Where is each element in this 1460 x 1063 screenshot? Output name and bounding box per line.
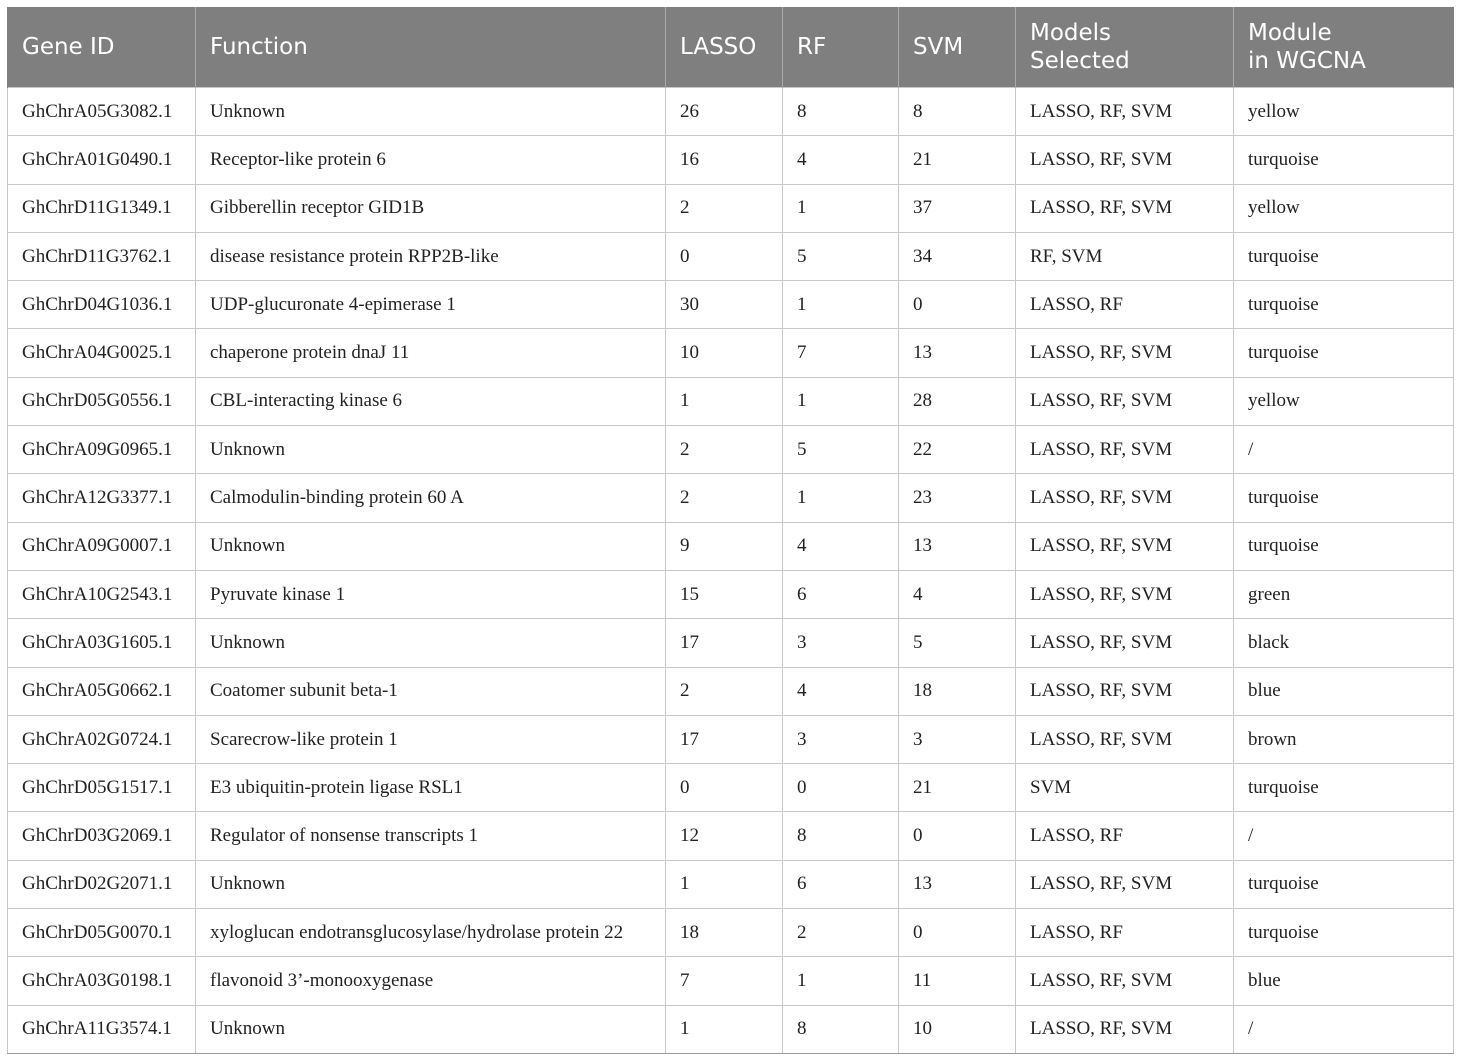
cell-rf: 3 (783, 715, 899, 763)
cell-lasso: 26 (666, 88, 783, 136)
cell-module: turquoise (1234, 909, 1454, 957)
cell-module: turquoise (1234, 764, 1454, 812)
cell-models-selected: RF, SVM (1016, 232, 1234, 280)
cell-function: xyloglucan endotransglucosylase/hydrolase protein 22 (196, 909, 666, 957)
header-module-wgcna (1234, 7, 1454, 88)
cell-gene-id: GhChrA05G0662.1 (8, 667, 196, 715)
cell-rf: 1 (783, 281, 899, 329)
cell-models-selected: LASSO, RF, SVM (1016, 377, 1234, 425)
cell-lasso: 17 (666, 619, 783, 667)
cell-lasso: 0 (666, 764, 783, 812)
cell-rf: 1 (783, 474, 899, 522)
table-row (8, 957, 1454, 1005)
cell-svm: 13 (899, 329, 1016, 377)
cell-rf: 8 (783, 88, 899, 136)
cell-models-selected: LASSO, RF, SVM (1016, 619, 1234, 667)
cell-module: yellow (1234, 377, 1454, 425)
cell-svm: 13 (899, 522, 1016, 570)
cell-rf: 1 (783, 377, 899, 425)
cell-rf: 4 (783, 522, 899, 570)
table-row (8, 909, 1454, 957)
cell-gene-id: GhChrD05G0070.1 (8, 909, 196, 957)
table-row (8, 426, 1454, 474)
cell-module: turquoise (1234, 522, 1454, 570)
cell-svm: 11 (899, 957, 1016, 1005)
cell-svm: 0 (899, 909, 1016, 957)
cell-lasso: 0 (666, 232, 783, 280)
cell-function: Unknown (196, 522, 666, 570)
cell-lasso: 2 (666, 184, 783, 232)
cell-gene-id: GhChrD11G3762.1 (8, 232, 196, 280)
table-row (8, 377, 1454, 425)
header-label-line: Models (1030, 20, 1112, 46)
cell-svm: 5 (899, 619, 1016, 667)
cell-models-selected: LASSO, RF (1016, 281, 1234, 329)
cell-svm: 4 (899, 570, 1016, 618)
cell-function: Pyruvate kinase 1 (196, 570, 666, 618)
header-rf (783, 7, 899, 88)
cell-gene-id: GhChrA02G0724.1 (8, 715, 196, 763)
header-label-line: Gene ID (22, 34, 115, 60)
cell-function: disease resistance protein RPP2B-like (196, 232, 666, 280)
cell-models-selected: SVM (1016, 764, 1234, 812)
cell-gene-id: GhChrA01G0490.1 (8, 136, 196, 184)
cell-gene-id: GhChrA03G0198.1 (8, 957, 196, 1005)
cell-models-selected: LASSO, RF, SVM (1016, 1005, 1234, 1053)
cell-gene-id: GhChrD03G2069.1 (8, 812, 196, 860)
cell-module: yellow (1234, 88, 1454, 136)
cell-gene-id: GhChrA11G3574.1 (8, 1005, 196, 1053)
cell-gene-id: GhChrA03G1605.1 (8, 619, 196, 667)
cell-models-selected: LASSO, RF, SVM (1016, 136, 1234, 184)
cell-module: / (1234, 812, 1454, 860)
cell-lasso: 16 (666, 136, 783, 184)
gene-table-container (7, 7, 1453, 1054)
cell-gene-id: GhChrD11G1349.1 (8, 184, 196, 232)
cell-rf: 4 (783, 667, 899, 715)
cell-function: Unknown (196, 860, 666, 908)
cell-function: Coatomer subunit beta-1 (196, 667, 666, 715)
cell-models-selected: LASSO, RF, SVM (1016, 667, 1234, 715)
cell-gene-id: GhChrD05G0556.1 (8, 377, 196, 425)
cell-models-selected: LASSO, RF, SVM (1016, 329, 1234, 377)
cell-svm: 23 (899, 474, 1016, 522)
cell-rf: 6 (783, 570, 899, 618)
cell-lasso: 15 (666, 570, 783, 618)
cell-module: turquoise (1234, 474, 1454, 522)
cell-lasso: 2 (666, 426, 783, 474)
table-body (8, 88, 1454, 1054)
table-row (8, 522, 1454, 570)
cell-svm: 8 (899, 88, 1016, 136)
cell-rf: 7 (783, 329, 899, 377)
cell-lasso: 1 (666, 377, 783, 425)
cell-module: / (1234, 1005, 1454, 1053)
table-header (8, 7, 1454, 88)
cell-function: Receptor-like protein 6 (196, 136, 666, 184)
cell-svm: 21 (899, 764, 1016, 812)
cell-rf: 0 (783, 764, 899, 812)
cell-lasso: 7 (666, 957, 783, 1005)
cell-models-selected: LASSO, RF, SVM (1016, 522, 1234, 570)
table-row (8, 570, 1454, 618)
cell-rf: 1 (783, 184, 899, 232)
cell-rf: 2 (783, 909, 899, 957)
cell-function: chaperone protein dnaJ 11 (196, 329, 666, 377)
cell-lasso: 10 (666, 329, 783, 377)
cell-gene-id: GhChrD05G1517.1 (8, 764, 196, 812)
table-row (8, 667, 1454, 715)
cell-gene-id: GhChrA09G0007.1 (8, 522, 196, 570)
cell-function: Unknown (196, 88, 666, 136)
cell-lasso: 2 (666, 667, 783, 715)
cell-module: blue (1234, 957, 1454, 1005)
cell-svm: 0 (899, 281, 1016, 329)
cell-function: Gibberellin receptor GID1B (196, 184, 666, 232)
cell-module: turquoise (1234, 860, 1454, 908)
table-row (8, 474, 1454, 522)
cell-rf: 1 (783, 957, 899, 1005)
cell-lasso: 12 (666, 812, 783, 860)
cell-gene-id: GhChrA12G3377.1 (8, 474, 196, 522)
cell-function: Unknown (196, 426, 666, 474)
cell-models-selected: LASSO, RF, SVM (1016, 184, 1234, 232)
cell-module: blue (1234, 667, 1454, 715)
table-row (8, 1005, 1454, 1053)
cell-function: flavonoid 3’-monooxygenase (196, 957, 666, 1005)
cell-models-selected: LASSO, RF, SVM (1016, 860, 1234, 908)
cell-module: / (1234, 426, 1454, 474)
cell-rf: 5 (783, 232, 899, 280)
table-row (8, 812, 1454, 860)
header-models-selected (1016, 7, 1234, 88)
cell-module: yellow (1234, 184, 1454, 232)
table-row (8, 619, 1454, 667)
cell-models-selected: LASSO, RF (1016, 812, 1234, 860)
cell-function: Calmodulin-binding protein 60 A (196, 474, 666, 522)
cell-lasso: 17 (666, 715, 783, 763)
cell-module: turquoise (1234, 232, 1454, 280)
cell-rf: 3 (783, 619, 899, 667)
table-row (8, 860, 1454, 908)
table-row (8, 764, 1454, 812)
cell-models-selected: LASSO, RF (1016, 909, 1234, 957)
cell-svm: 10 (899, 1005, 1016, 1053)
cell-rf: 6 (783, 860, 899, 908)
cell-svm: 28 (899, 377, 1016, 425)
table-row (8, 184, 1454, 232)
cell-gene-id: GhChrA09G0965.1 (8, 426, 196, 474)
cell-models-selected: LASSO, RF, SVM (1016, 957, 1234, 1005)
cell-lasso: 9 (666, 522, 783, 570)
cell-function: Unknown (196, 1005, 666, 1053)
header-function (196, 7, 666, 88)
cell-module: green (1234, 570, 1454, 618)
header-label-line: Module (1248, 20, 1332, 46)
table-row (8, 88, 1454, 136)
header-label-line: Selected (1030, 48, 1130, 74)
cell-gene-id: GhChrA05G3082.1 (8, 88, 196, 136)
cell-gene-id: GhChrD04G1036.1 (8, 281, 196, 329)
header-lasso (666, 7, 783, 88)
gene-table (7, 7, 1454, 1054)
cell-function: UDP-glucuronate 4-epimerase 1 (196, 281, 666, 329)
header-label-line: RF (797, 34, 827, 60)
header-label-line: SVM (913, 34, 964, 60)
cell-models-selected: LASSO, RF, SVM (1016, 88, 1234, 136)
table-row (8, 136, 1454, 184)
cell-rf: 8 (783, 1005, 899, 1053)
cell-svm: 34 (899, 232, 1016, 280)
cell-svm: 0 (899, 812, 1016, 860)
header-label-line: LASSO (680, 34, 757, 60)
header-label-line: Function (210, 34, 308, 60)
cell-svm: 13 (899, 860, 1016, 908)
header-label-line: in WGCNA (1248, 48, 1366, 74)
cell-gene-id: GhChrA04G0025.1 (8, 329, 196, 377)
cell-rf: 4 (783, 136, 899, 184)
cell-function: Regulator of nonsense transcripts 1 (196, 812, 666, 860)
cell-lasso: 18 (666, 909, 783, 957)
cell-svm: 22 (899, 426, 1016, 474)
cell-models-selected: LASSO, RF, SVM (1016, 426, 1234, 474)
table-row (8, 281, 1454, 329)
cell-gene-id: GhChrA10G2543.1 (8, 570, 196, 618)
table-row (8, 329, 1454, 377)
cell-function: Unknown (196, 619, 666, 667)
cell-rf: 5 (783, 426, 899, 474)
cell-models-selected: LASSO, RF, SVM (1016, 570, 1234, 618)
cell-module: black (1234, 619, 1454, 667)
cell-lasso: 1 (666, 860, 783, 908)
cell-lasso: 1 (666, 1005, 783, 1053)
cell-gene-id: GhChrD02G2071.1 (8, 860, 196, 908)
header-svm (899, 7, 1016, 88)
table-row (8, 715, 1454, 763)
cell-function: E3 ubiquitin-protein ligase RSL1 (196, 764, 666, 812)
cell-models-selected: LASSO, RF, SVM (1016, 715, 1234, 763)
cell-function: Scarecrow-like protein 1 (196, 715, 666, 763)
header-gene-id (8, 7, 196, 88)
header-row (8, 7, 1454, 88)
cell-rf: 8 (783, 812, 899, 860)
cell-module: turquoise (1234, 329, 1454, 377)
cell-models-selected: LASSO, RF, SVM (1016, 474, 1234, 522)
cell-svm: 18 (899, 667, 1016, 715)
table-row (8, 232, 1454, 280)
cell-svm: 21 (899, 136, 1016, 184)
cell-module: brown (1234, 715, 1454, 763)
cell-module: turquoise (1234, 281, 1454, 329)
cell-module: turquoise (1234, 136, 1454, 184)
cell-lasso: 30 (666, 281, 783, 329)
cell-function: CBL-interacting kinase 6 (196, 377, 666, 425)
cell-lasso: 2 (666, 474, 783, 522)
cell-svm: 37 (899, 184, 1016, 232)
cell-svm: 3 (899, 715, 1016, 763)
